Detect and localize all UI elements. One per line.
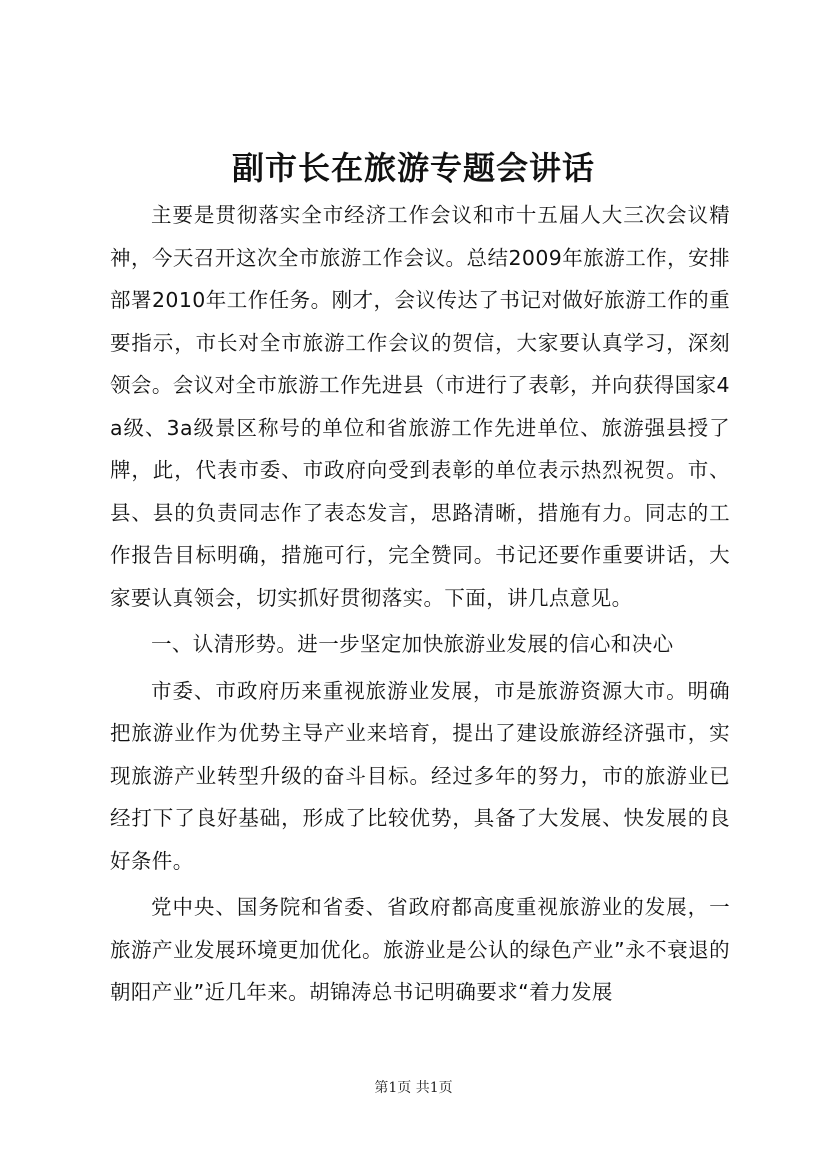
section-heading-1: 一、认清形势。进一步坚定加快旅游业发展的信心和决心 <box>151 632 674 656</box>
paragraph-policy: 党中央、国务院和省委、省政府都高度重视旅游业的发展，一旅游产业发展环境更加优化。旅游业是公认的绿色产业”永不衰退的朝阳产业”近几年来。胡锦涛总书记明确要求“着力发展 <box>110 895 730 1004</box>
document-title: 副市长在旅游专题会讲话 <box>231 149 595 187</box>
document-body <box>110 194 730 1014</box>
paragraph-intro: 主要是贯彻落实全市经济工作会议和市十五届人大三次会议精神，今天召开这次全市旅游工作会议。总结2009年旅游工作，安排部署2010年工作任务。刚才，会议传达了书记对做好旅游工作的重要指示，市长对全市旅游工作会议的贺信，大家要认真学习，深刻领会。会议对全市旅游工作先进县（市进行了表彰，并向获得国家4a级、3a级景区称号的单位和省旅游工作先进单位、旅游强县授了牌，此，代表市委、市政府向受到表彰的单位表示热烈祝贺。市、县、县的负责同志作了表态发言，思路清晰，措施有力。同志的工作报告目标明确，措施可行，完全赞同。书记还要作重要讲话，大家要认真领会，切实抓好贯彻落实。下面，讲几点意见。 <box>110 203 730 610</box>
page-footer: 第1页 共1页 <box>374 1080 453 1096</box>
paragraph-development: 市委、市政府历来重视旅游业发展，市是旅游资源大市。明确把旅游业作为优势主导产业来培育，提出了建设旅游经济强市，实现旅游产业转型升级的奋斗目标。经过多年的努力，市的旅游业已经打下了良好基础，形成了比较优势，具备了大发展、快发展的良好条件。 <box>110 678 730 873</box>
